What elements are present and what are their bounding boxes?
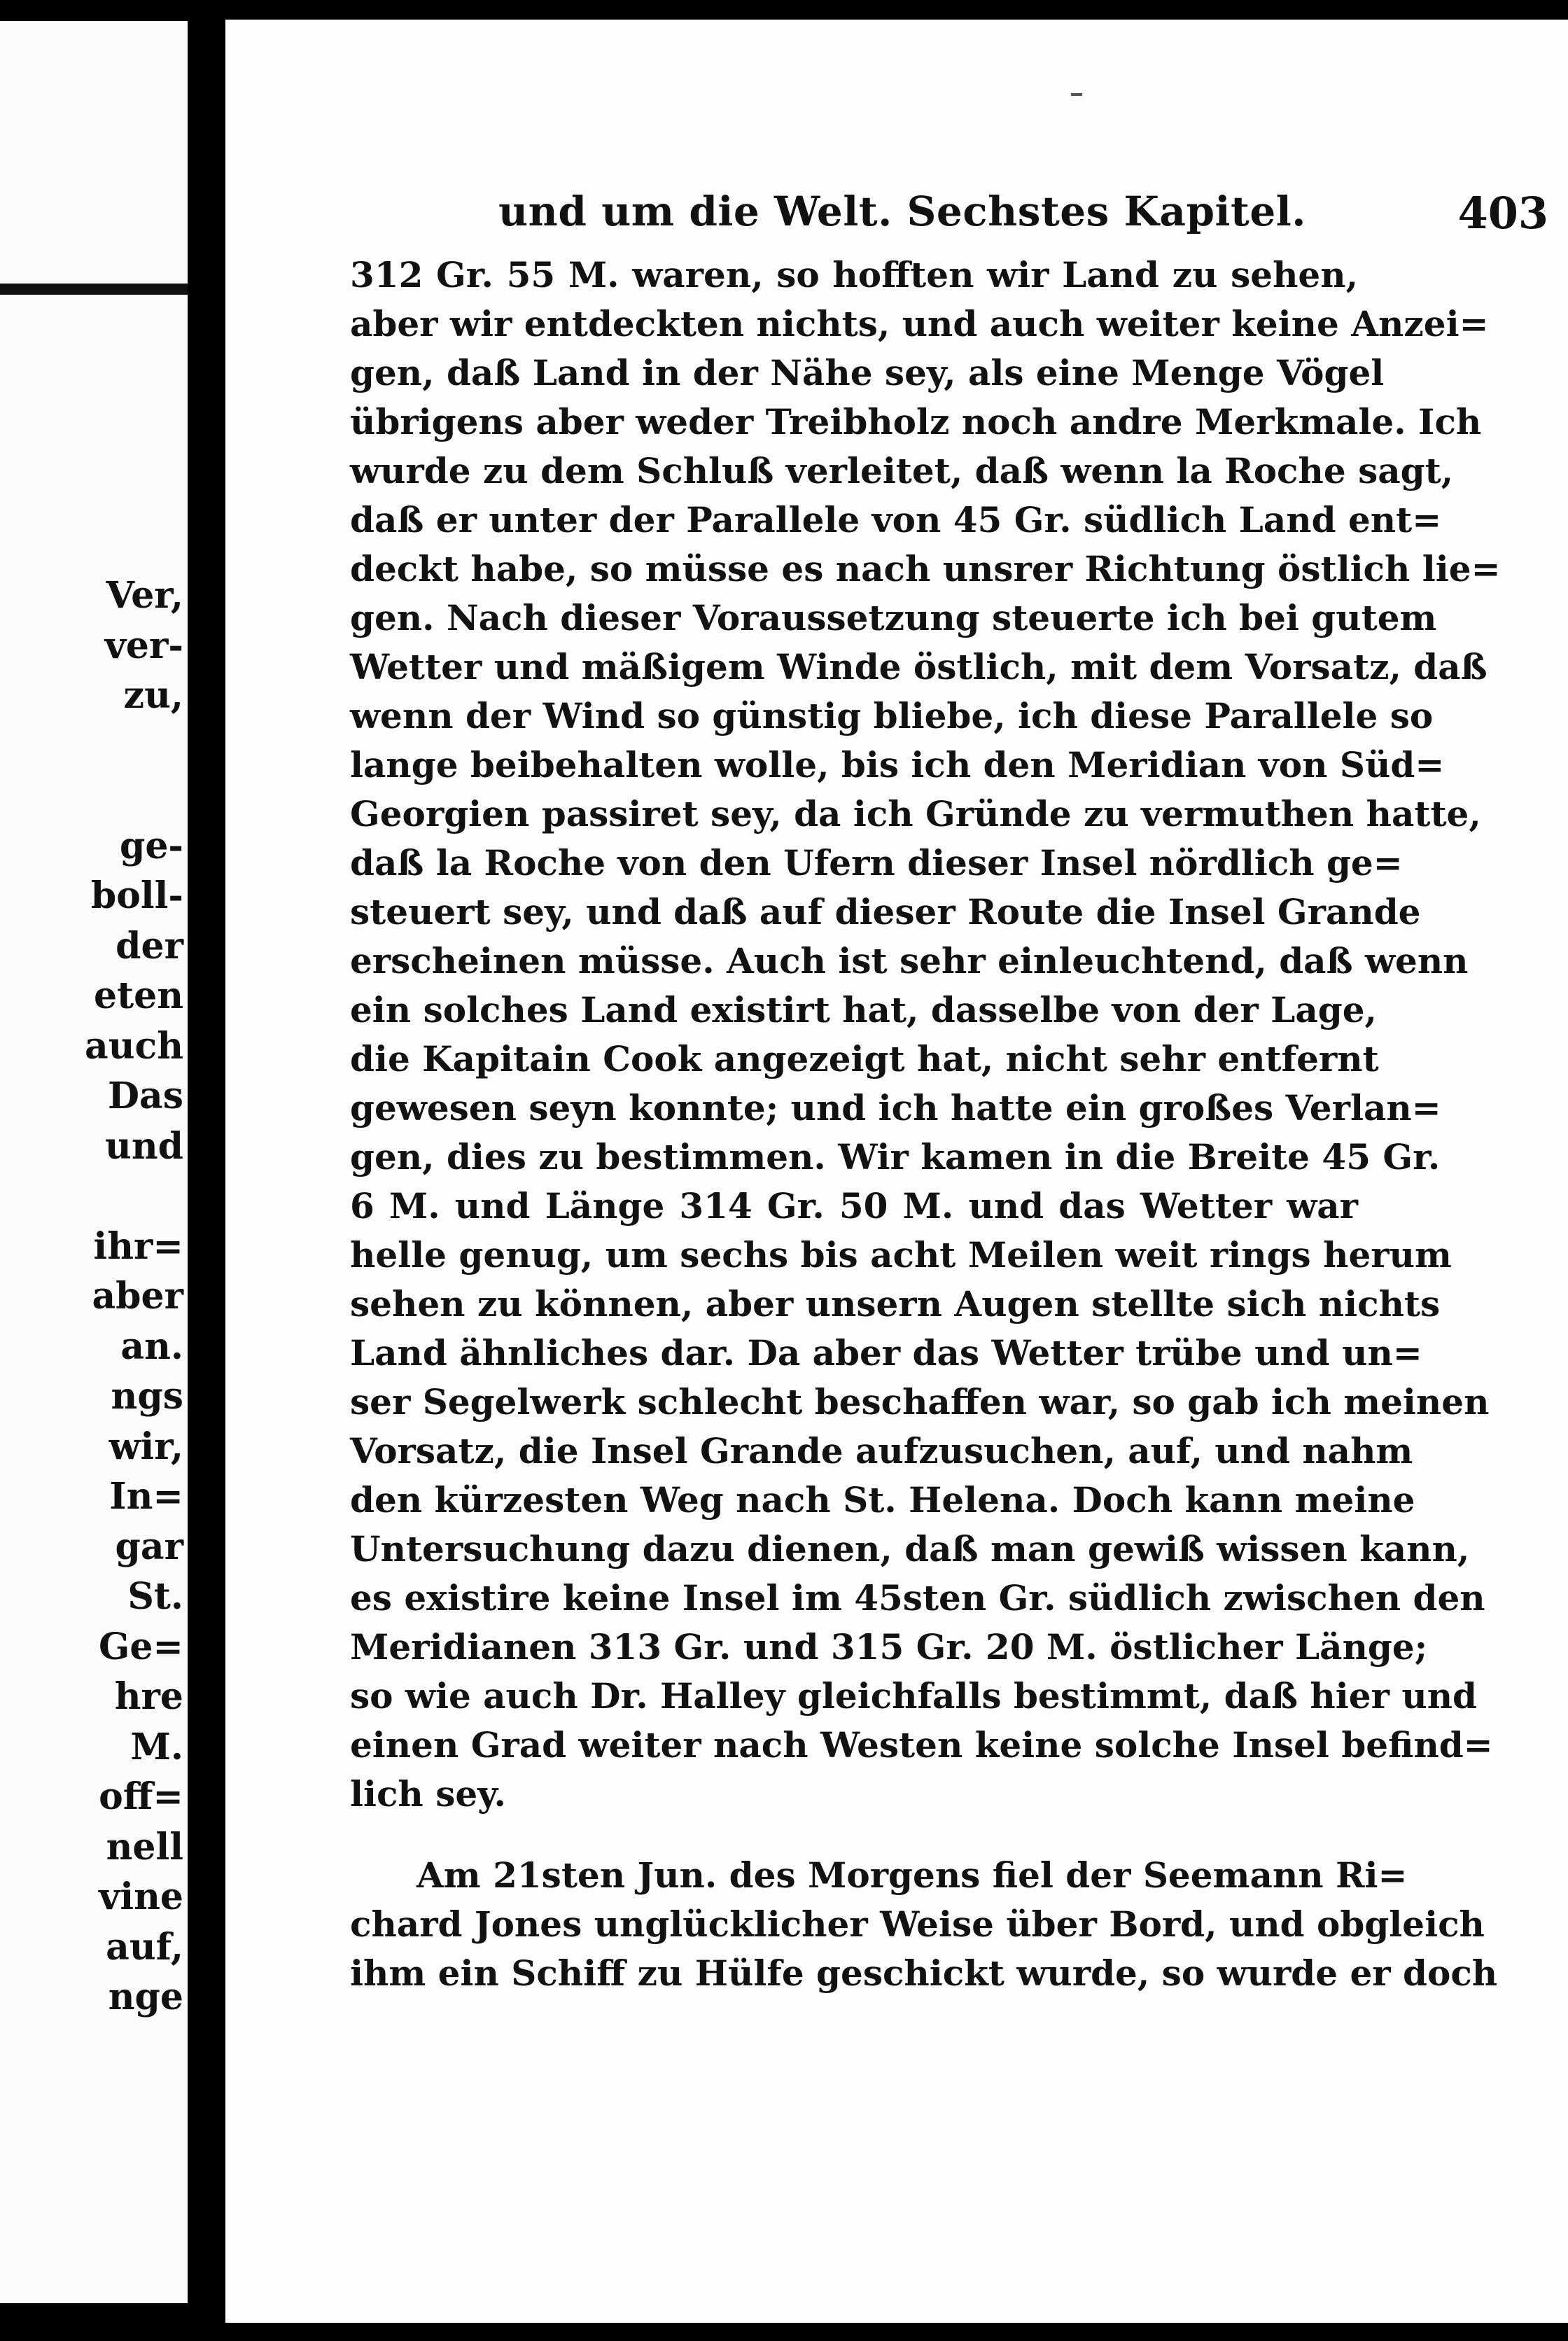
paragraph-gap: [350, 1819, 1358, 1851]
text-line: den kürzesten Weg nach St. Helena. Doch kann meine: [350, 1479, 1415, 1521]
left-fragment: zu,: [123, 674, 183, 717]
page-mark: [1071, 93, 1082, 96]
running-head: und um die Welt. Sechstes Kapitel.: [498, 188, 1306, 235]
text-line: gen, daß Land in der Nähe sey, als eine Menge Vögel: [350, 352, 1385, 393]
text-line: übrigens aber weder Treibholz noch andre Merkmale. Ich: [350, 401, 1482, 442]
text-line: wurde zu dem Schluß verleitet, daß wenn la Roche sagt,: [350, 450, 1454, 491]
previous-page-edge: [0, 21, 188, 2303]
left-fragment: und: [105, 1124, 183, 1168]
text-line: aber wir entdeckten nichts, und auch weiter keine Anzei=: [350, 303, 1489, 344]
text-line: erscheinen müsse. Auch ist sehr einleuchtend, daß wenn: [350, 940, 1469, 981]
text-line: deckt habe, so müsse es nach unsrer Richtung östlich lie=: [350, 548, 1501, 589]
text-line: ein solches Land existirt hat, dasselbe von der Lage,: [350, 989, 1377, 1030]
text-line: helle genug, um sechs bis acht Meilen weit rings herum: [350, 1234, 1452, 1276]
left-fragment: eten: [94, 974, 183, 1017]
text-line: Meridianen 313 Gr. und 315 Gr. 20 M. östlicher Länge;: [350, 1626, 1428, 1668]
text-line: lich sey.: [350, 1773, 506, 1815]
text-line: daß er unter der Parallele von 45 Gr. südlich Land ent=: [350, 499, 1442, 540]
left-fragment: M.: [130, 1725, 183, 1768]
left-fragment: hre: [114, 1675, 183, 1718]
left-fragment: ihr=: [93, 1224, 183, 1268]
text-line: Am 21sten Jun. des Morgens fiel der Seemann Ri=: [416, 1854, 1408, 1896]
page-header: [498, 167, 1548, 244]
text-line: 312 Gr. 55 M. waren, so hofften wir Land zu sehen,: [350, 254, 1358, 295]
text-line: einen Grad weiter nach Westen keine solche Insel befind=: [350, 1724, 1493, 1766]
text-line: gewesen seyn konnte; und ich hatte ein großes Verlan=: [350, 1087, 1441, 1128]
text-line: ser Segelwerk schlecht beschaffen war, so gab ich meinen: [350, 1381, 1490, 1423]
text-line: wenn der Wind so günstig bliebe, ich diese Parallele so: [350, 695, 1434, 736]
left-fragment: auch: [85, 1024, 183, 1068]
left-fragment: der: [115, 924, 183, 967]
text-line: Land ähnliches dar. Da aber das Wetter trübe und un=: [350, 1332, 1422, 1374]
left-fragment: auf,: [106, 1925, 183, 1969]
text-line: steuert sey, und daß auf dieser Route die Insel Grande: [350, 891, 1421, 932]
left-fragment: [0, 771, 183, 821]
left-fragment: Das: [107, 1075, 183, 1117]
body-text: [350, 251, 1501, 1998]
text-line: Georgien passiret sey, da ich Gründe zu vermuthen hatte,: [350, 793, 1481, 834]
left-fragment: ge-: [119, 824, 183, 867]
text-line: lange beibehalten wolle, bis ich den Meridian von Süd=: [350, 744, 1445, 785]
left-fragment: off=: [99, 1775, 183, 1818]
text-line: ihm ein Schiff zu Hülfe geschickt wurde, so wurde er doch: [350, 1952, 1498, 1994]
text-line: 6 M. und Länge 314 Gr. 50 M. und das Wetter war: [350, 1185, 1358, 1227]
text-line: es existire keine Insel im 45sten Gr. südlich zwischen den: [350, 1577, 1485, 1619]
left-fragment: ver-: [104, 624, 183, 667]
left-fragment: aber: [92, 1275, 183, 1318]
left-fragment: nge: [108, 1976, 183, 2018]
left-page-rule: [0, 284, 188, 295]
text-line: Vorsatz, die Insel Grande aufzusuchen, auf, und nahm: [350, 1430, 1413, 1472]
text-line: gen, dies zu bestimmen. Wir kamen in die Breite 45 Gr.: [350, 1136, 1441, 1178]
page-403: [225, 20, 1568, 2323]
text-line: gen. Nach dieser Voraussetzung steuerte ich bei gutem: [350, 597, 1437, 638]
left-fragment: vine: [99, 1875, 183, 1918]
left-fragment: boll-: [90, 874, 183, 917]
left-fragment: an.: [120, 1325, 183, 1368]
left-page-line-fragments: [0, 571, 183, 2022]
left-fragment: wir,: [108, 1425, 183, 1468]
left-fragment: In=: [109, 1475, 183, 1518]
left-fragment: [0, 721, 183, 771]
text-line: Untersuchung dazu dienen, daß man gewiß wissen kann,: [350, 1528, 1470, 1570]
text-line: sehen zu können, aber unsern Augen stellte sich nichts: [350, 1283, 1441, 1325]
left-fragment: St.: [127, 1575, 183, 1618]
text-line: Wetter und mäßigem Winde östlich, mit dem Vorsatz, daß: [350, 646, 1488, 687]
text-line: chard Jones unglücklicher Weise über Bord, und obgleich: [350, 1903, 1485, 1945]
left-fragment: [0, 1171, 183, 1222]
text-line: daß la Roche von den Ufern dieser Insel nördlich ge=: [350, 842, 1403, 883]
text-line: so wie auch Dr. Halley gleichfalls bestimmt, daß hier und: [350, 1675, 1478, 1717]
left-fragment: nell: [106, 1825, 183, 1868]
left-fragment: ngs: [111, 1375, 183, 1418]
left-fragment: gar: [115, 1525, 183, 1568]
page-number: 403: [1457, 188, 1548, 239]
left-fragment: Ge=: [98, 1625, 183, 1668]
left-fragment: Ver,: [106, 574, 183, 617]
text-line: die Kapitain Cook angezeigt hat, nicht sehr entfernt: [350, 1038, 1379, 1079]
